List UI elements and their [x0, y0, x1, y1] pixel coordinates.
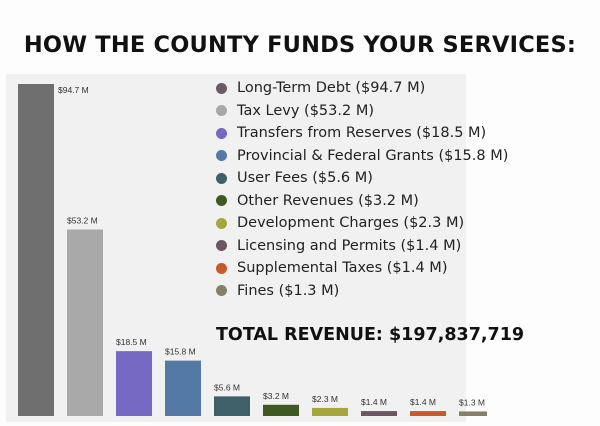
- legend-item: [216, 280, 508, 303]
- bar-value-label: $53.2 M: [67, 215, 98, 226]
- chart-legend: [216, 77, 508, 302]
- bar: [165, 361, 201, 416]
- bar-value-label: $1.4 M: [410, 397, 436, 408]
- legend-swatch: [216, 195, 227, 206]
- bar-value-label: $3.2 M: [263, 390, 289, 401]
- bar: [410, 411, 446, 416]
- legend-label: Provincial & Federal Grants ($15.8 M): [237, 147, 509, 164]
- legend-item: [216, 122, 508, 145]
- legend-item: [216, 77, 508, 100]
- legend-swatch: [216, 218, 227, 229]
- legend-item: [216, 235, 508, 258]
- legend-swatch: [216, 173, 227, 184]
- legend-label: Development Charges ($2.3 M): [237, 215, 465, 232]
- legend-label: Other Revenues ($3.2 M): [237, 192, 419, 209]
- bar: [263, 405, 299, 416]
- bar: [312, 408, 348, 416]
- bar: [67, 229, 103, 416]
- bar-value-label: $15.8 M: [165, 346, 196, 357]
- legend-swatch: [216, 83, 227, 94]
- legend-item: [216, 145, 508, 168]
- legend-swatch: [216, 150, 227, 161]
- legend-swatch: [216, 285, 227, 296]
- bar-value-label: $1.3 M: [459, 397, 485, 408]
- legend-item: [216, 190, 508, 213]
- legend-swatch: [216, 128, 227, 139]
- legend-item: [216, 257, 508, 280]
- bar-value-label: $18.5 M: [116, 337, 147, 348]
- chart-title: HOW THE COUNTY FUNDS YOUR SERVICES:: [23, 32, 577, 58]
- bar: [459, 411, 487, 416]
- legend-item: [216, 212, 508, 235]
- bar: [116, 351, 152, 416]
- legend-label: User Fees ($5.6 M): [237, 170, 373, 187]
- legend-label: Tax Levy ($53.2 M): [237, 102, 374, 119]
- bar-value-label: $94.7 M: [58, 85, 89, 95]
- bar: [18, 84, 54, 416]
- bar: [214, 396, 250, 416]
- bar: [361, 411, 397, 416]
- legend-item: [216, 167, 508, 190]
- bar-value-label: $1.4 M: [361, 397, 387, 408]
- legend-label: Long-Term Debt ($94.7 M): [237, 80, 426, 97]
- legend-swatch: [216, 240, 227, 251]
- legend-label: Fines ($1.3 M): [237, 282, 340, 299]
- legend-label: Supplemental Taxes ($1.4 M): [237, 260, 448, 277]
- legend-label: Licensing and Permits ($1.4 M): [237, 237, 462, 254]
- legend-swatch: [216, 105, 227, 116]
- legend-label: Transfers from Reserves ($18.5 M): [237, 125, 487, 142]
- legend-swatch: [216, 263, 227, 274]
- bar-value-label: $5.6 M: [214, 382, 240, 393]
- bar-value-label: $2.3 M: [312, 393, 338, 404]
- total-revenue: TOTAL REVENUE: $197,837,719: [216, 325, 525, 345]
- legend-item: [216, 100, 508, 123]
